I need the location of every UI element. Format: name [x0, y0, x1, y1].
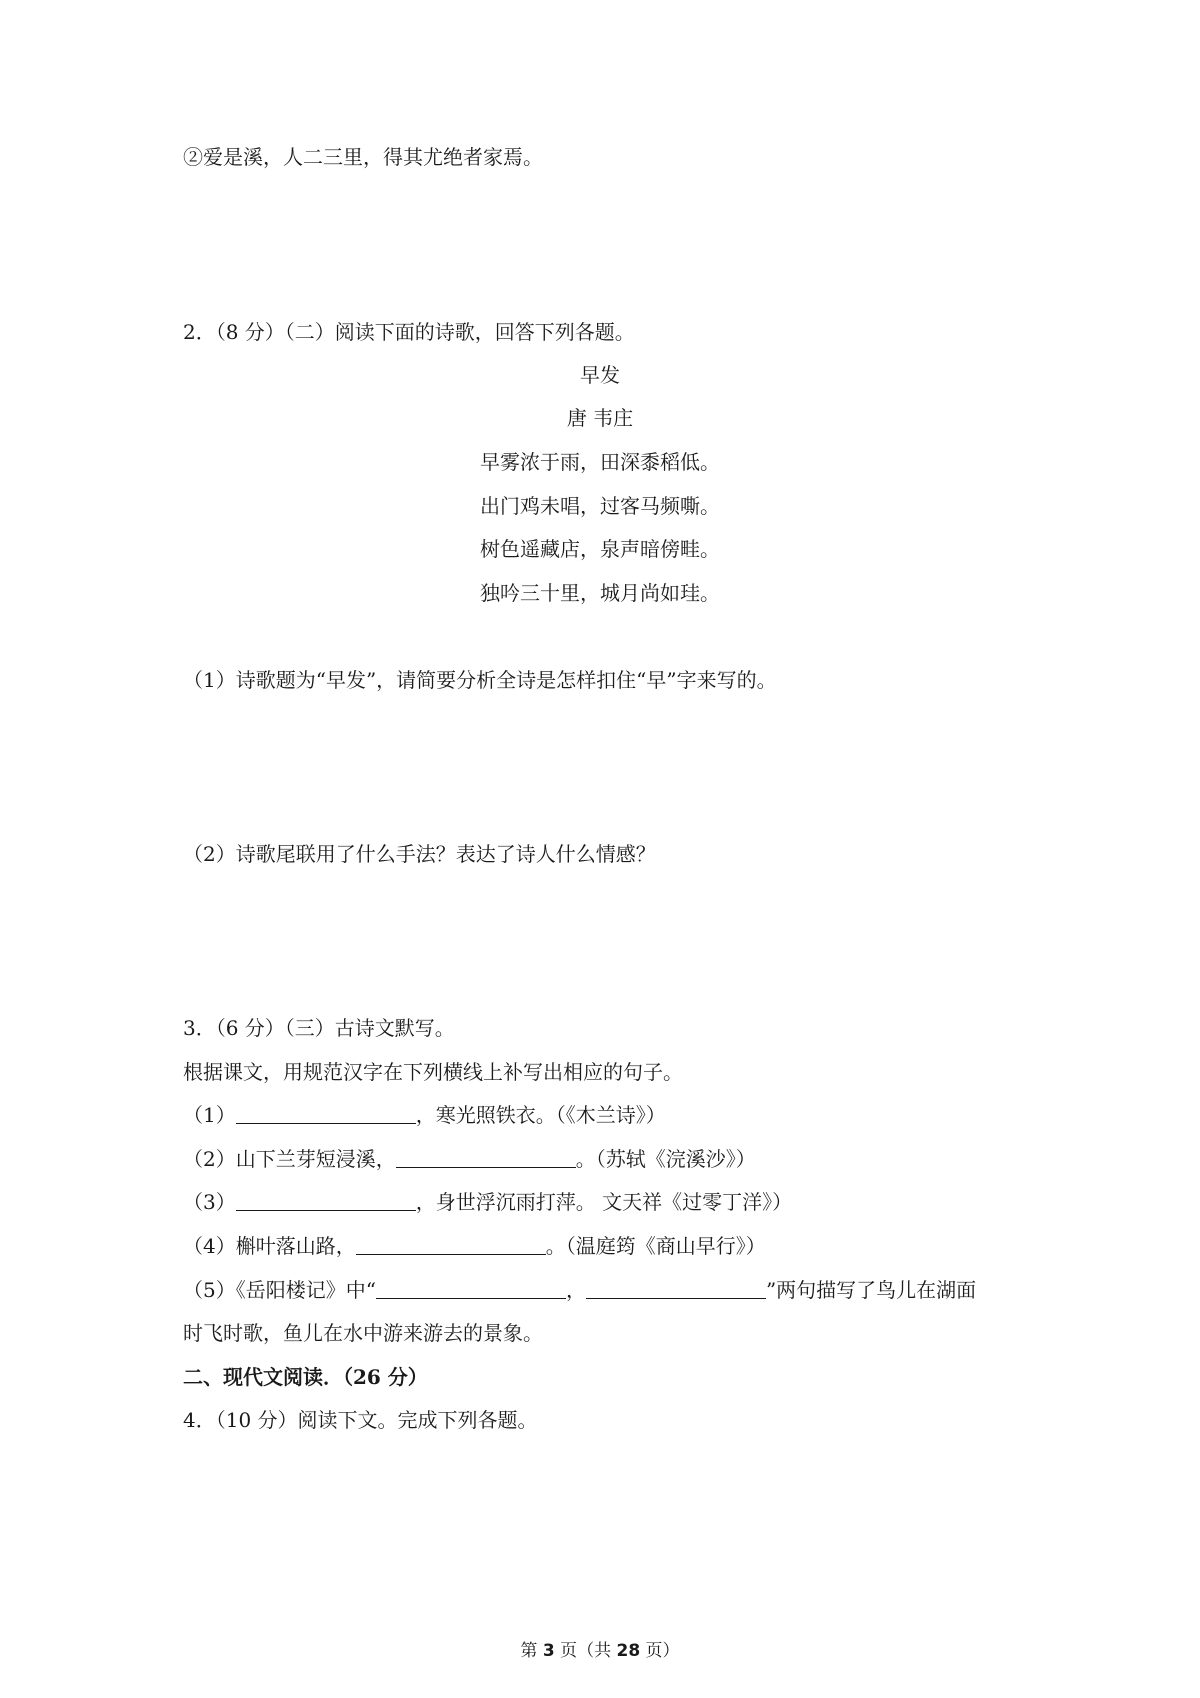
item-prefix: （1）	[183, 1103, 236, 1127]
answer-blank[interactable]	[376, 1278, 566, 1299]
q3-item-2	[183, 1145, 756, 1173]
q3-item-5	[183, 1276, 976, 1304]
page-number: 3	[542, 1641, 555, 1661]
q2-heading: 2．（8 分）（二）阅读下面的诗歌，回答下列各题。	[183, 320, 635, 344]
q3-item-5-continuation: 时飞时歌，鱼儿在水中游来游去的景象。	[183, 1321, 543, 1345]
answer-blank[interactable]	[586, 1278, 766, 1299]
page-total: 28	[616, 1641, 641, 1661]
section-heading: 二、现代文阅读．（26 分）	[183, 1365, 428, 1389]
item-text: ，身世浮沉雨打萍。 文天祥《过零丁洋》）	[415, 1190, 793, 1214]
poem-line-2: 出门鸡未唱，过客马频嘶。	[480, 494, 720, 518]
item-text: 。（苏轼《浣溪沙》）	[575, 1147, 756, 1171]
item-text: 。（温庭筠《商山早行》）	[545, 1234, 766, 1258]
q3-item-4	[183, 1232, 766, 1260]
page-footer	[0, 1640, 1200, 1662]
q3-heading: 3．（6 分）（三）古诗文默写。	[183, 1016, 455, 1040]
item-text: ”两句描写了鸟儿在湖面	[765, 1278, 977, 1302]
poem-author: 唐 韦庄	[566, 406, 634, 430]
answer-blank[interactable]	[396, 1147, 576, 1168]
answer-blank[interactable]	[236, 1103, 416, 1124]
poem-line-1: 早雾浓于雨，田深黍稻低。	[480, 450, 720, 474]
item-prefix: （3）	[183, 1190, 236, 1214]
q3-item-3	[183, 1188, 792, 1216]
q4-heading: 4．（10 分）阅读下文。完成下列各题。	[183, 1408, 538, 1432]
answer-blank[interactable]	[356, 1234, 546, 1255]
poem-title: 早发	[580, 363, 620, 387]
footer-middle: 页（共	[554, 1641, 617, 1661]
item-prefix: （4）槲叶落山路，	[183, 1234, 356, 1258]
q3-instruction: 根据课文，用规范汉字在下列横线上补写出相应的句子。	[183, 1060, 683, 1084]
footer-suffix: 页）	[640, 1641, 680, 1661]
q3-item-1	[183, 1101, 666, 1129]
item-separator: ，	[565, 1278, 586, 1302]
q1-item-2: ②爱是溪，人二三里，得其尤绝者家焉。	[183, 145, 543, 169]
item-text: ，寒光照铁衣。（《木兰诗》）	[415, 1103, 666, 1127]
footer-prefix: 第	[520, 1641, 543, 1661]
q2-sub-question-1: （1）诗歌题为“早发”，请简要分析全诗是怎样扣住“早”字来写的。	[183, 668, 777, 692]
q2-sub-question-2: （2）诗歌尾联用了什么手法？表达了诗人什么情感？	[183, 842, 656, 866]
item-prefix: （2）山下兰芽短浸溪，	[183, 1147, 396, 1171]
poem-line-4: 独吟三十里，城月尚如珪。	[480, 581, 720, 605]
answer-blank[interactable]	[236, 1190, 416, 1211]
poem-line-3: 树色遥藏店，泉声暗傍畦。	[480, 537, 720, 561]
item-prefix: （5）《岳阳楼记》中“	[183, 1278, 376, 1302]
